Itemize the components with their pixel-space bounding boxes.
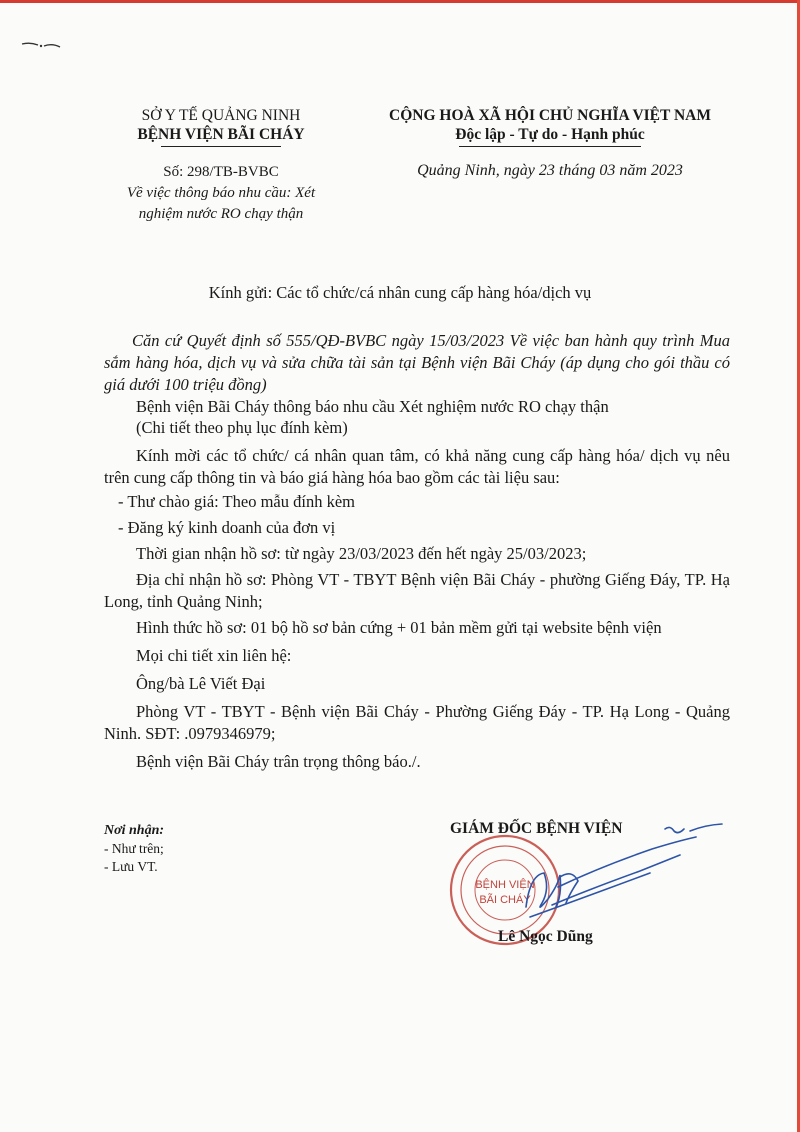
document-number: Số: 298/TB-BVBC <box>163 164 279 180</box>
issuing-authority <box>96 106 346 147</box>
stamp-text-line-2: BÃI CHÁY <box>479 894 531 906</box>
page-edge-top <box>0 0 800 3</box>
signatory-title: GIÁM ĐỐC BỆNH VIỆN <box>450 820 623 837</box>
contact-office: Phòng VT - TBYT - Bệnh viện Bãi Cháy - Phường Giếng Đáy - TP. Hạ Long - Quảng Ninh. SĐT: .0979346979; <box>104 702 730 743</box>
handwritten-signature-icon <box>500 815 730 935</box>
required-document-2: - Đăng ký kinh doanh của đơn vị <box>118 518 336 537</box>
issue-date: Quảng Ninh, ngày 23 tháng 03 năm 2023 <box>417 162 683 179</box>
required-document-1: - Thư chào giá: Theo mẫu đính kèm <box>118 492 355 511</box>
recipient-item: - Như trên; <box>104 841 164 856</box>
document-reference <box>96 162 346 225</box>
national-header <box>340 106 760 147</box>
recipients-block <box>104 822 164 876</box>
document-subject-line-2: nghiệm nước RO chạy thận <box>138 206 304 222</box>
stamp-text-line-1: BỆNH VIỆN <box>475 879 535 891</box>
detail-note: (Chi tiết theo phụ lục đính kèm) <box>136 418 348 437</box>
announcement: Bệnh viện Bãi Cháy thông báo nhu cầu Xét nghiệm nước RO chạy thận <box>136 397 609 416</box>
submission-form: Hình thức hồ sơ: 01 bộ hồ sơ bản cứng + 01 bản mềm gửi tại website bệnh viện <box>136 618 662 637</box>
department-name: SỞ Y TẾ QUẢNG NINH <box>141 107 301 124</box>
submission-address: Địa chỉ nhận hồ sơ: Phòng VT - TBYT Bệnh viện Bãi Cháy - phường Giếng Đáy, TP. Hạ Long, tỉnh Quảng Ninh; <box>104 570 730 611</box>
recipient-line: Kính gửi: Các tổ chức/cá nhân cung cấp hàng hóa/dịch vụ <box>208 283 592 302</box>
header-left-underline <box>161 146 281 147</box>
contact-person: Ông/bà Lê Viết Đại <box>136 674 266 693</box>
header-right-underline <box>459 146 641 147</box>
recipients-title: Nơi nhận: <box>104 823 165 838</box>
national-motto: Độc lập - Tự do - Hạnh phúc <box>455 126 645 143</box>
legal-basis: Căn cứ Quyết định số 555/QĐ-BVBC ngày 15/03/2023 Về việc ban hành quy trình Mua sắm hàng hóa, dịch vụ và sửa chữa tài sản tại Bệnh viện Bãi Cháy (áp dụng cho gói thầu có giá dưới 100 triệu đồng) <box>104 331 730 394</box>
document-body <box>104 330 730 773</box>
submission-time: Thời gian nhận hồ sơ: từ ngày 23/03/2023 đến hết ngày 25/03/2023; <box>136 544 587 563</box>
invitation: Kính mời các tổ chức/ cá nhân quan tâm, có khả năng cung cấp hàng hóa/ dịch vụ nêu trên cung cấp thông tin và báo giá hàng hóa bao gồm các tài liệu sau: <box>104 446 730 487</box>
contact-intro: Mọi chi tiết xin liên hệ: <box>136 646 292 665</box>
closing-statement: Bệnh viện Bãi Cháy trân trọng thông báo./. <box>136 752 421 771</box>
recipient-item: - Lưu VT. <box>104 859 158 874</box>
country-name: CỘNG HOÀ XÃ HỘI CHỦ NGHĨA VIỆT NAM <box>389 107 711 124</box>
scan-mark-icon <box>20 38 66 52</box>
signatory-name: Lê Ngọc Dũng <box>498 928 593 945</box>
document-subject-line-1: Về việc thông báo nhu cầu: Xét <box>126 185 316 201</box>
hospital-name: BỆNH VIỆN BÃI CHÁY <box>137 126 305 143</box>
